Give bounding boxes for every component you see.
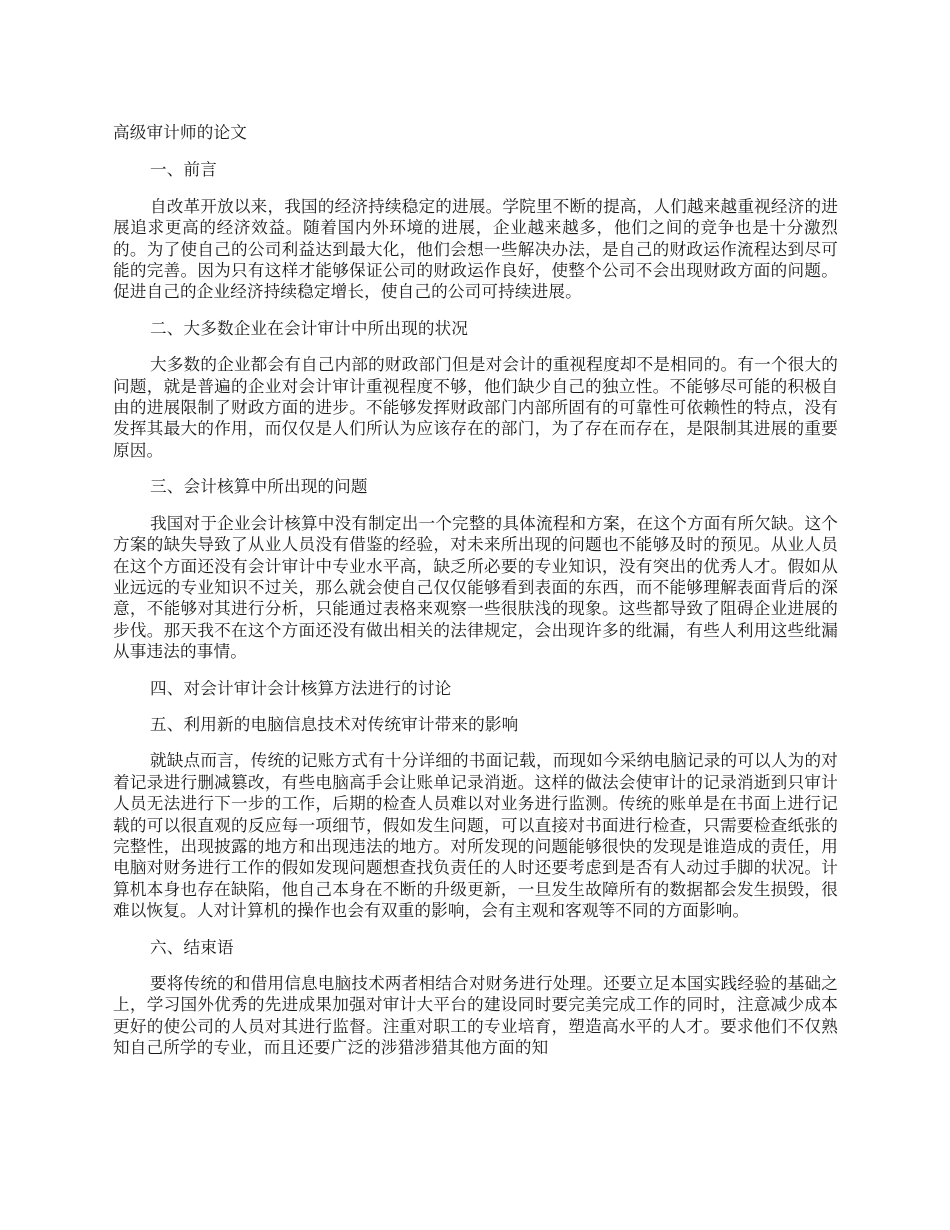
- section-paragraph-2: 大多数的企业都会有自己内部的财政部门但是对会计的重视程度却不是相同的。有一个很大的问题，就是普遍的企业对会计审计重视程度不够，他们缺少自己的独立性。不能够尽可能的积极自由的进展限制了财政方面的进步。不能够发挥财政部门内部所固有的可靠性可依赖性的特点，没有发挥其最大的作用，而仅仅是人们所认为应该存在的部门，为了存在而存在，是限制其进展的重要原因。: [113, 355, 838, 460]
- section-paragraph-3: 我国对于企业会计核算中没有制定出一个完整的具体流程和方案，在这个方面有所欠缺。这个方案的缺失导致了从业人员没有借鉴的经验，对未来所出现的问题也不能够及时的预见。从业人员在这个方面还没有会计审计中专业水平高，缺乏所必要的专业知识，没有突出的优秀人才。假如从业远远的专业知识不过关，那么就会使自己仅仅能够看到表面的东西，而不能够理解表面背后的深意，不能够对其进行分析，只能通过表格来观察一些很肤浅的现象。这些都导致了阻碍企业进展的步伐。那天我不在这个方面还没有做出相关的法律规定，会出现许多的纰漏，有些人利用这些纰漏从事违法的事情。: [113, 513, 838, 662]
- section-heading-2: 二、大多数企业在会计审计中所出现的状况: [150, 318, 469, 338]
- section-heading-4: 四、对会计审计会计核算方法进行的讨论: [150, 678, 452, 698]
- document-title: 高级审计师的论文: [113, 123, 247, 142]
- document-page: [113, 122, 838, 1074]
- section-paragraph-1: 自改革开放以来，我国的经济持续稳定的进展。学院里不断的提高，人们越来越重视经济的进展追求更高的经济效益。随着国内外环境的进展，企业越来越多，他们之间的竞争也是十分激烈的。为了使自己的公司利益达到最大化，他们会想一些解决办法，是自己的财政运作流程达到尽可能的完善。因为只有这样才能够保证公司的财政运作良好，使整个公司不会出现财政方面的问题。促进自己的企业经济持续稳定增长，使自己的公司可持续进展。: [113, 196, 838, 302]
- section-heading-6: 六、结束语: [150, 937, 234, 957]
- section-paragraph-6: 要将传统的和借用信息电脑技术两者相结合对财务进行处理。还要立足本国实践经验的基础之上，学习国外优秀的先进成果加强对审计大平台的建设同时要完美完成工作的同时，注意减少成本更好的使公司的人员对其进行监督。注重对职工的专业培育，塑造高水平的人才。要求他们不仅熟知自己所学的专业，而且还要广泛的涉猎涉猎其他方面的知: [113, 974, 838, 1058]
- section-paragraph-5: 就缺点而言，传统的记账方式有十分详细的书面记载，而现如今采纳电脑记录的可以人为的对着记录进行删减篡改，有些电脑高手会让账单记录消逝。这样的做法会使审计的记录消逝到只审计人员无法进行下一步的工作，后期的检查人员难以对业务进行监测。传统的账单是在书面上进行记载的可以很直观的反应每一项细节，假如发生问题，可以直接对书面进行检查，只需要检查纸张的完整性，出现披露的地方和出现违法的地方。对所发现的问题能够很快的发现是谁造成的责任，用电脑对财务进行工作的假如发现问题想查找负责任的人时还要考虑到是否有人动过手脚的状况。计算机本身也存在缺陷，他自己本身在不断的升级更新，一旦发生故障所有的数据都会发生损毁，很难以恢复。人对计算机的操作也会有双重的影响，会有主观和客观等不同的方面影响。: [113, 751, 838, 921]
- section-heading-3: 三、会计核算中所出现的问题: [150, 477, 368, 497]
- section-heading-5: 五、利用新的电脑信息技术对传统审计带来的影响: [150, 714, 519, 734]
- section-heading-1: 一、前言: [150, 160, 217, 180]
